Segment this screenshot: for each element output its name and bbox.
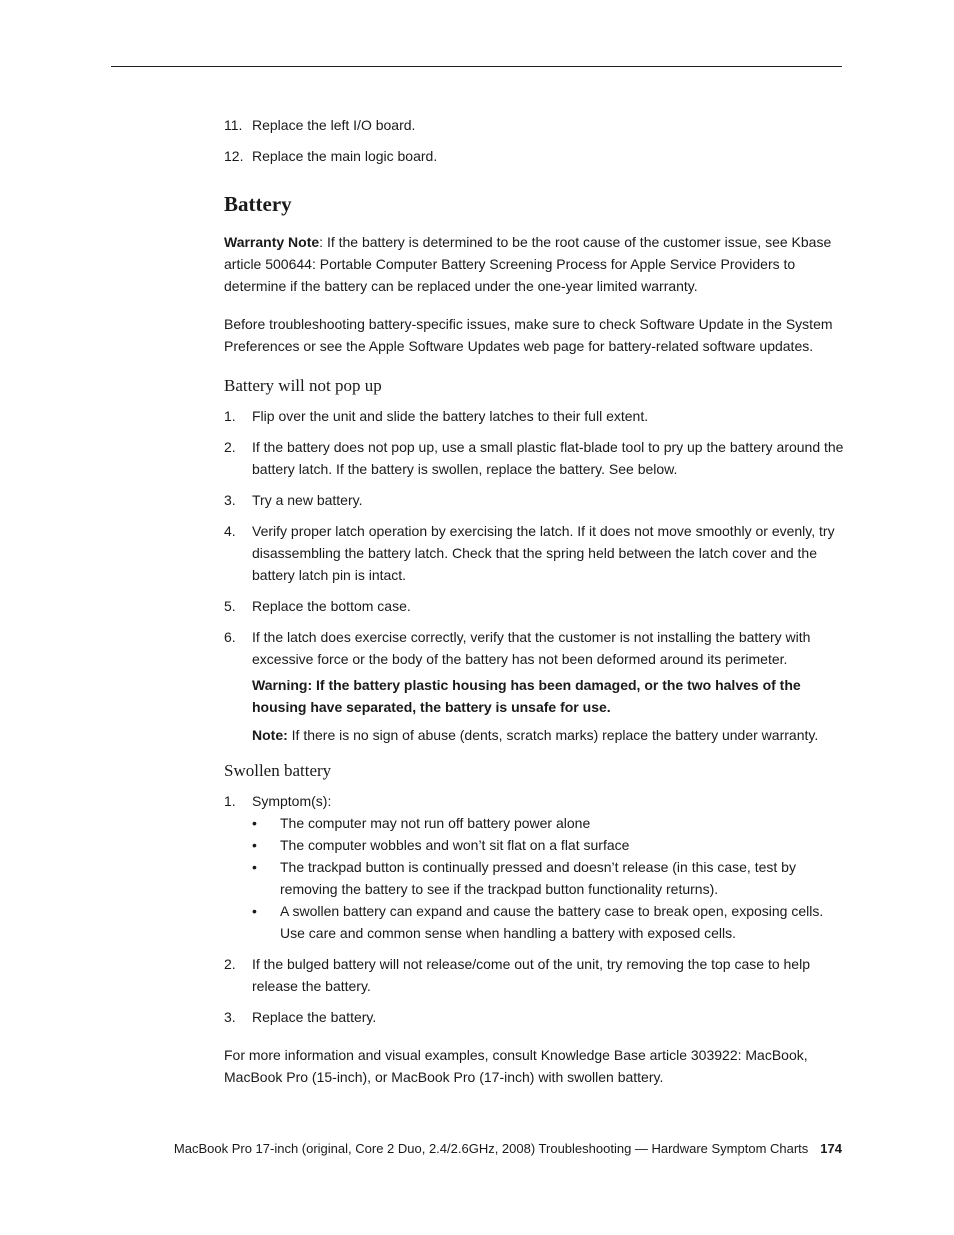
bullet-icon: •: [252, 903, 257, 919]
note-label: Note:: [252, 727, 288, 743]
footer-text: MacBook Pro 17-inch (original, Core 2 Duo, 2.4/2.6GHz, 2008) Troubleshooting — Hardware Symptom Charts: [173, 1141, 809, 1156]
step-text: Replace the battery.: [252, 1009, 377, 1025]
note-text: [252, 724, 844, 746]
list-item: [224, 489, 844, 511]
step-text: If the bulged battery will not release/come out of the unit, try removing the top case to help release the battery.: [252, 956, 810, 994]
list-item: [224, 790, 844, 944]
page-number: 174: [820, 1141, 842, 1156]
list-item: [224, 114, 844, 136]
bullet-text: The computer wobbles and won’t sit flat on a flat surface: [280, 837, 630, 853]
warranty-note-text: : If the battery is determined to be the root cause of the customer issue, see Kbase article 500644: Portable Computer Battery Screening Process for Apple Service Providers to determine if the battery can be replaced under the one-year limited warranty.: [224, 234, 832, 294]
bullet-item: [252, 900, 844, 944]
bullet-icon: •: [252, 837, 257, 853]
bullet-text: The trackpad button is continually pressed and doesn’t release (in this case, test by removing the battery to see if the trackpad button functionality returns).: [280, 859, 796, 897]
bullet-item: [252, 834, 844, 856]
list-item: [224, 1006, 844, 1028]
symptom-bullets: [252, 812, 844, 944]
header-rule: [111, 66, 842, 67]
list-item: [224, 595, 844, 617]
warning-text: [252, 674, 844, 718]
step-text: Symptom(s):: [252, 793, 332, 809]
bullet-icon: •: [252, 815, 257, 831]
step-number: 12.: [224, 148, 244, 164]
list-item: [224, 436, 844, 480]
step-text: Replace the bottom case.: [252, 598, 411, 614]
list-item: [224, 405, 844, 427]
step-number: 1.: [224, 793, 236, 809]
step-text: Replace the left I/O board.: [252, 117, 416, 133]
bullet-item: [252, 812, 844, 834]
list-item: [224, 520, 844, 586]
step-number: 1.: [224, 408, 236, 424]
bullet-icon: •: [252, 859, 257, 875]
step-text: Replace the main logic board.: [252, 148, 438, 164]
bullet-text: A swollen battery can expand and cause the battery case to break open, exposing cells. Use care and common sense when handling a battery with exposed cells.: [280, 903, 824, 941]
subsection-title-swollen: Swollen battery: [224, 761, 332, 780]
step-text: Try a new battery.: [252, 492, 363, 508]
note-body: If there is no sign of abuse (dents, scratch marks) replace the battery under warranty.: [287, 727, 819, 743]
page-content: [224, 114, 844, 1104]
step-number: 6.: [224, 629, 236, 645]
step-6-details: [252, 674, 844, 746]
list-item: [224, 145, 844, 167]
page-footer: [174, 1141, 842, 1156]
bullet-item: [252, 856, 844, 900]
step-text: Verify proper latch operation by exercising the latch. If it does not move smoothly or evenly, try disassembling the battery latch. Check that the spring held between the latch cover and the battery latch pin is intact.: [252, 523, 835, 583]
step-number: 3.: [224, 1009, 236, 1025]
bullet-text: The computer may not run off battery power alone: [280, 815, 591, 831]
subsection-title-popup: Battery will not pop up: [224, 376, 382, 395]
warranty-note-label: Warranty Note: [224, 234, 320, 250]
step-number: 5.: [224, 598, 236, 614]
list-item: [224, 626, 844, 746]
step-text: If the battery does not pop up, use a small plastic flat-blade tool to pry up the battery around the battery latch. If the battery is swollen, replace the battery. See below.: [252, 439, 844, 477]
intro-paragraph: Before troubleshooting battery-specific issues, make sure to check Software Update in the System Preferences or see the Apple Software Updates web page for battery-related software updates.: [224, 316, 833, 354]
list-item: [224, 953, 844, 997]
step-text: Flip over the unit and slide the battery latches to their full extent.: [252, 408, 649, 424]
closing-paragraph: For more information and visual examples, consult Knowledge Base article 303922: MacBook, MacBook Pro (15-inch), or MacBook Pro (17-inch) with swollen battery.: [224, 1047, 808, 1085]
warning-label: Warning: If the battery plastic housing has been damaged, or the two halves of the housing have separated, the battery is unsafe for use.: [252, 677, 801, 715]
step-number: 4.: [224, 523, 236, 539]
section-title: Battery: [224, 192, 292, 216]
step-number: 11.: [224, 117, 243, 133]
warranty-note: [224, 231, 844, 297]
step-number: 2.: [224, 439, 236, 455]
top-steps-list: [224, 114, 844, 167]
step-number: 2.: [224, 956, 236, 972]
swollen-steps-list: [224, 790, 844, 1028]
step-text: If the latch does exercise correctly, verify that the customer is not installing the battery with excessive force or the body of the battery has not been deformed around its perimeter.: [252, 629, 811, 667]
step-number: 3.: [224, 492, 236, 508]
popup-steps-list: [224, 405, 844, 746]
